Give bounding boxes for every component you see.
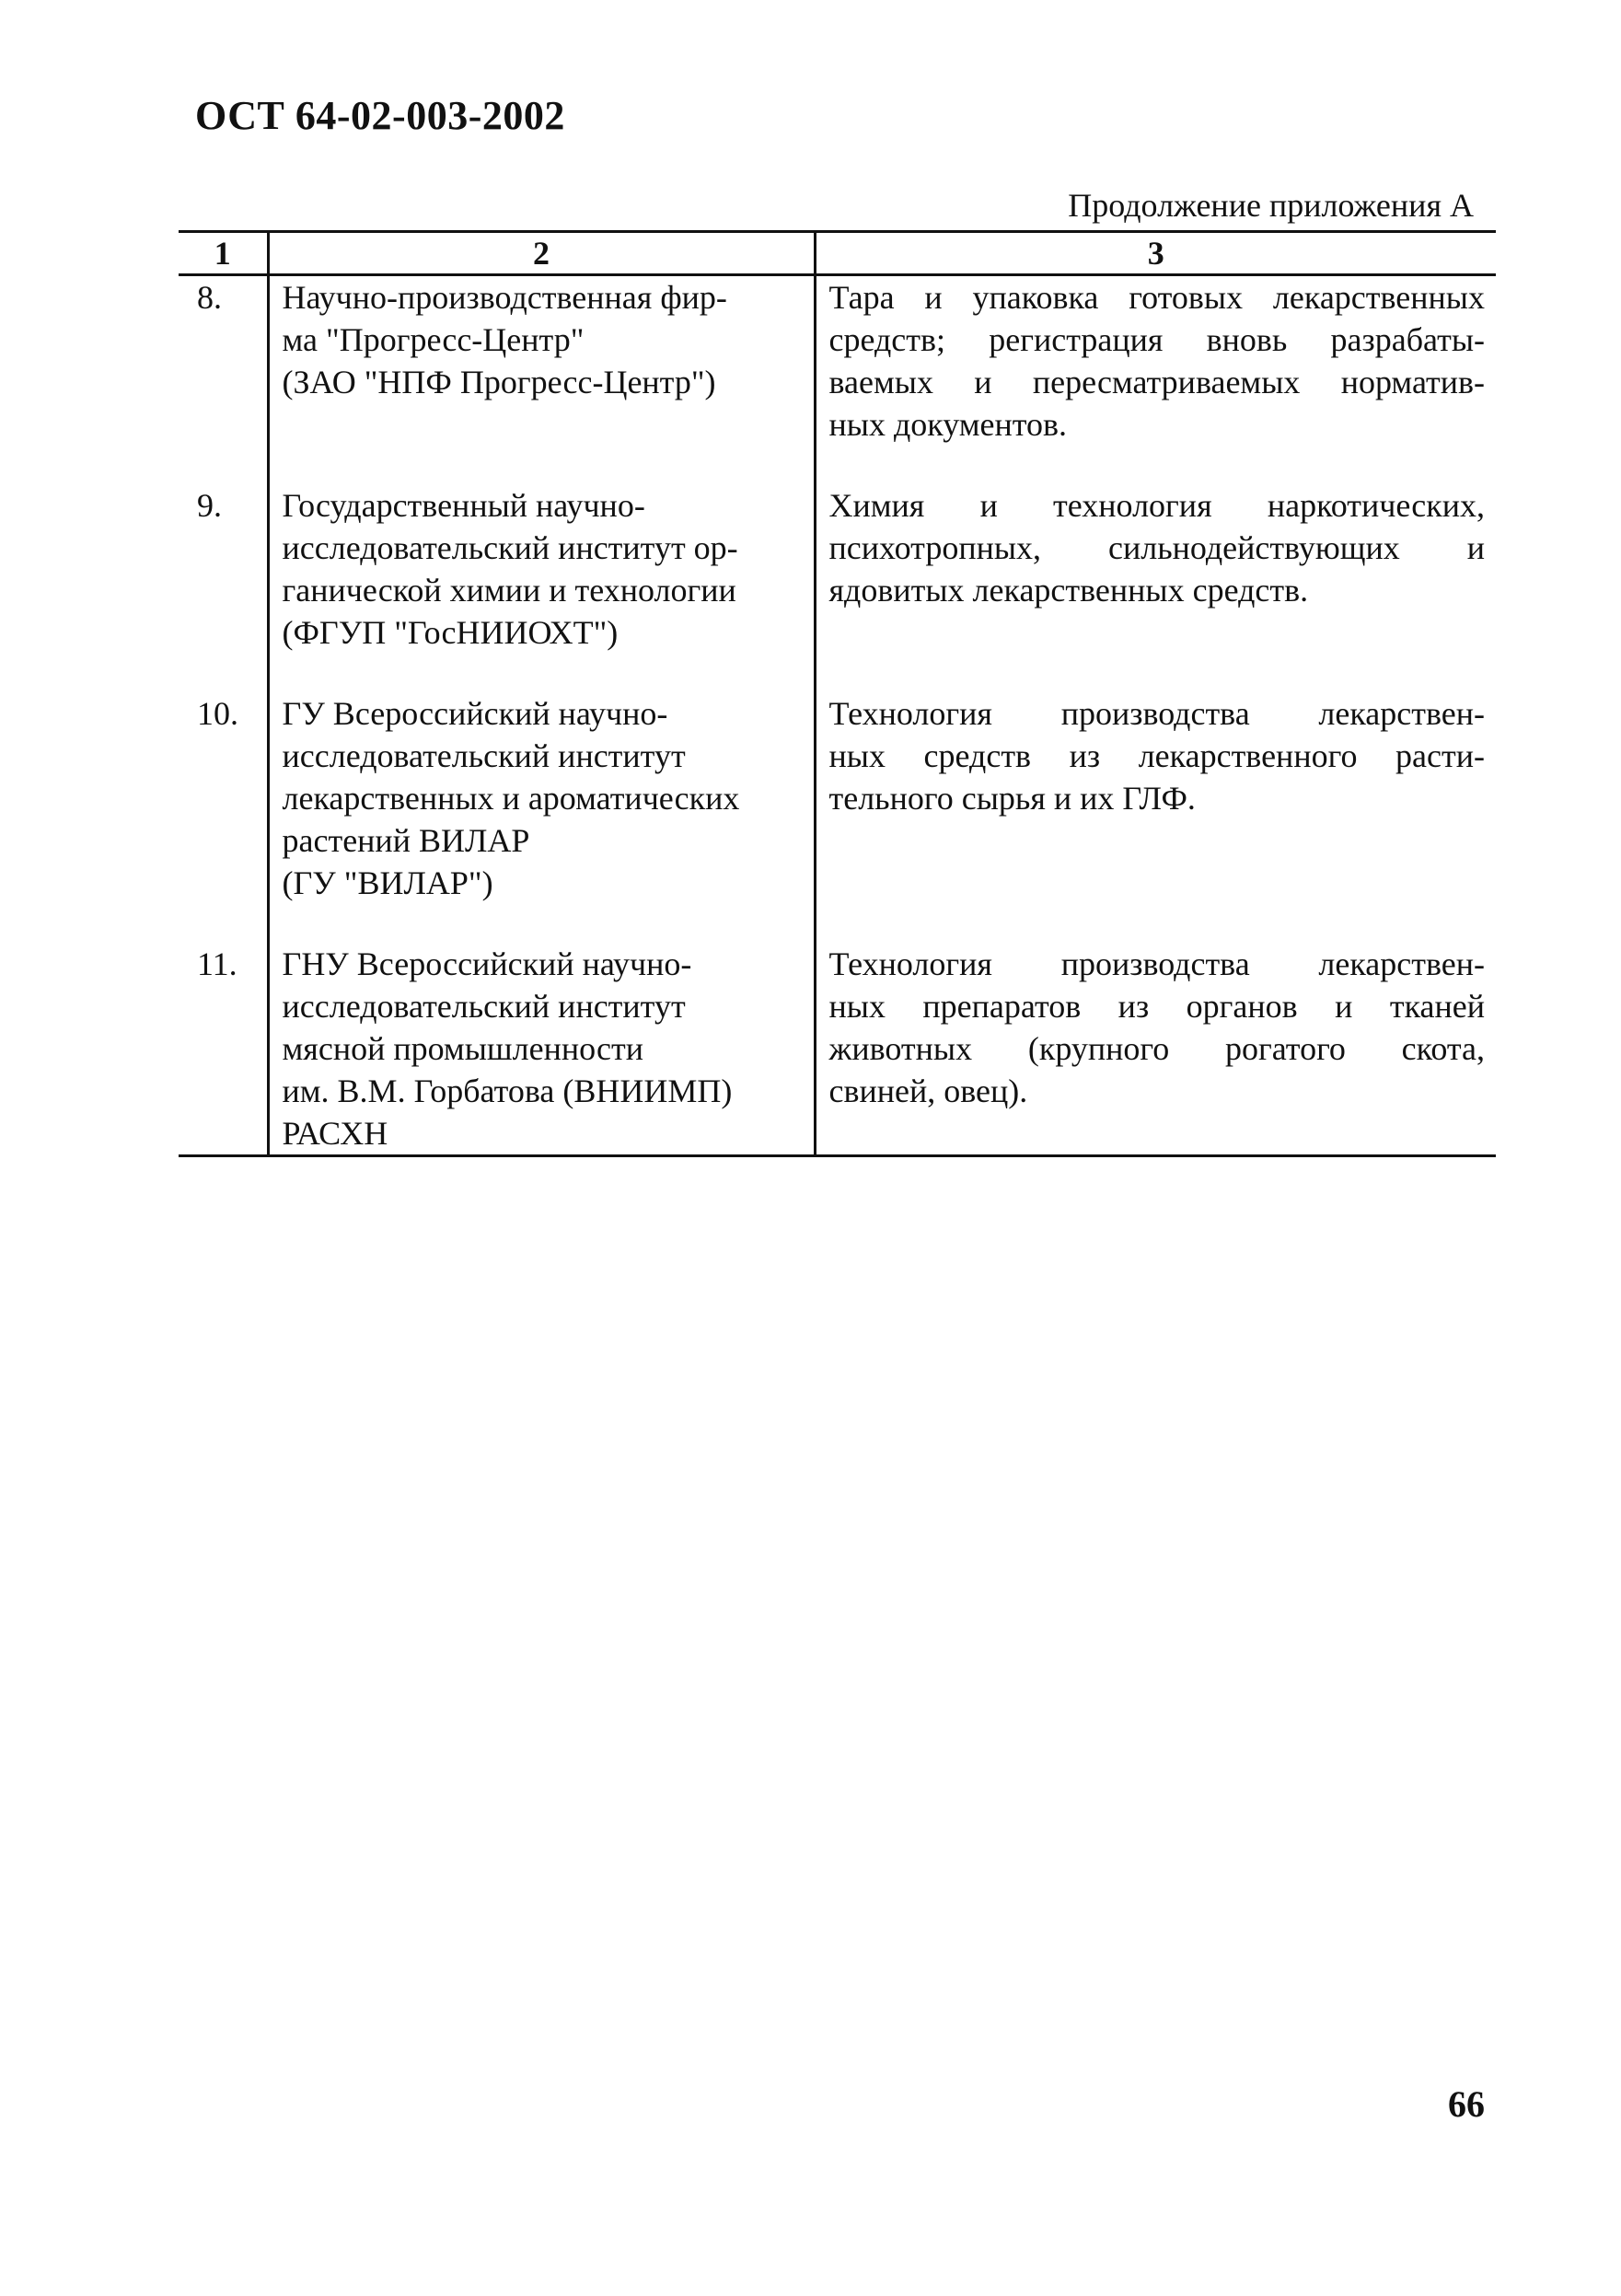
organization-line: растений ВИЛАР — [282, 822, 530, 859]
spacer-cell — [815, 904, 1496, 943]
organization-cell — [268, 943, 815, 1156]
organization-line: ма "Прогресс-Центр" — [282, 321, 585, 358]
specialization-line: свиней, овец). — [828, 1073, 1028, 1109]
organization-line: ГНУ Всероссийский научно- — [282, 945, 692, 982]
table-header-row — [179, 232, 1496, 275]
specialization-line: психотропных, сильнодействующих и — [828, 529, 1485, 566]
specialization-line: тельного сырья и их ГЛФ. — [828, 780, 1196, 817]
organization-line: Научно-производственная фир- — [282, 279, 727, 316]
page-number: 66 — [1448, 2083, 1485, 2125]
row-number: 11. — [179, 943, 268, 1156]
spacer-cell — [815, 446, 1496, 484]
table-row — [179, 484, 1496, 654]
organization-line: исследовательский институт — [282, 988, 686, 1025]
specialization-cell — [815, 692, 1496, 904]
table-row — [179, 275, 1496, 446]
row-number: 8. — [197, 279, 222, 316]
spacer-cell — [268, 654, 815, 692]
row-spacer — [179, 446, 1496, 484]
organization-line: ГУ Всероссийский научно- — [282, 695, 668, 732]
column-header-3: 3 — [815, 232, 1496, 275]
organization-line: (ЗАО "НПФ Прогресс-Центр") — [282, 364, 716, 400]
row-number: 10. — [197, 695, 238, 732]
specialization-line: Химия и технология наркотических, — [828, 487, 1485, 524]
column-header-2: 2 — [268, 232, 815, 275]
organization-line: (ФГУП "ГосНИИОХТ") — [282, 614, 619, 651]
spacer-cell — [268, 446, 815, 484]
specialization-line: ных документов. — [828, 406, 1068, 443]
continuation-caption: Продолжение приложения А — [1068, 187, 1474, 224]
spacer-cell — [179, 904, 268, 943]
organization-line: (ГУ "ВИЛАР") — [282, 864, 493, 901]
specialization-line: ных средств из лекарственного расти- — [828, 737, 1485, 774]
specialization-cell — [815, 484, 1496, 654]
organization-line: лекарственных и ароматических — [282, 780, 740, 817]
specialization-line: ваемых и пересматриваемых норматив- — [828, 364, 1485, 400]
row-number: 9. — [197, 487, 222, 524]
specialization-line: ных препаратов из органов и тканей — [828, 988, 1485, 1025]
spacer-cell — [268, 904, 815, 943]
table-body — [179, 275, 1496, 1156]
specialization-cell — [815, 943, 1496, 1156]
specialization-line: Технология производства лекарствен- — [828, 695, 1485, 732]
document-code: ОСТ 64-02-003-2002 — [195, 93, 565, 138]
organization-line: исследовательский институт ор- — [282, 529, 738, 566]
row-spacer — [179, 904, 1496, 943]
table-row — [179, 943, 1496, 1156]
specialization-line: Тара и упаковка готовых лекарственных — [828, 279, 1485, 316]
organization-line: РАСХН — [282, 1115, 388, 1152]
organization-line: Государственный научно- — [282, 487, 645, 524]
specialization-line: животных (крупного рогатого скота, — [828, 1030, 1485, 1067]
organization-cell — [268, 692, 815, 904]
organization-cell — [268, 275, 815, 446]
organization-line: им. В.М. Горбатова (ВНИИМП) — [282, 1073, 733, 1109]
organization-cell — [268, 484, 815, 654]
spacer-cell — [179, 654, 268, 692]
spacer-cell — [179, 446, 268, 484]
spacer-cell — [815, 654, 1496, 692]
organization-line: исследовательский институт — [282, 737, 686, 774]
row-spacer — [179, 654, 1496, 692]
organization-line: ганической химии и технологии — [282, 572, 736, 609]
table-row — [179, 692, 1496, 904]
specialization-line: ядовитых лекарственных средств. — [828, 572, 1309, 609]
specialization-line: средств; регистрация вновь разрабаты- — [828, 321, 1485, 358]
specialization-cell — [815, 275, 1496, 446]
column-header-1: 1 — [179, 232, 268, 275]
organization-line: мясной промышленности — [282, 1030, 643, 1067]
appendix-table — [179, 230, 1496, 1157]
specialization-line: Технология производства лекарствен- — [828, 945, 1485, 982]
